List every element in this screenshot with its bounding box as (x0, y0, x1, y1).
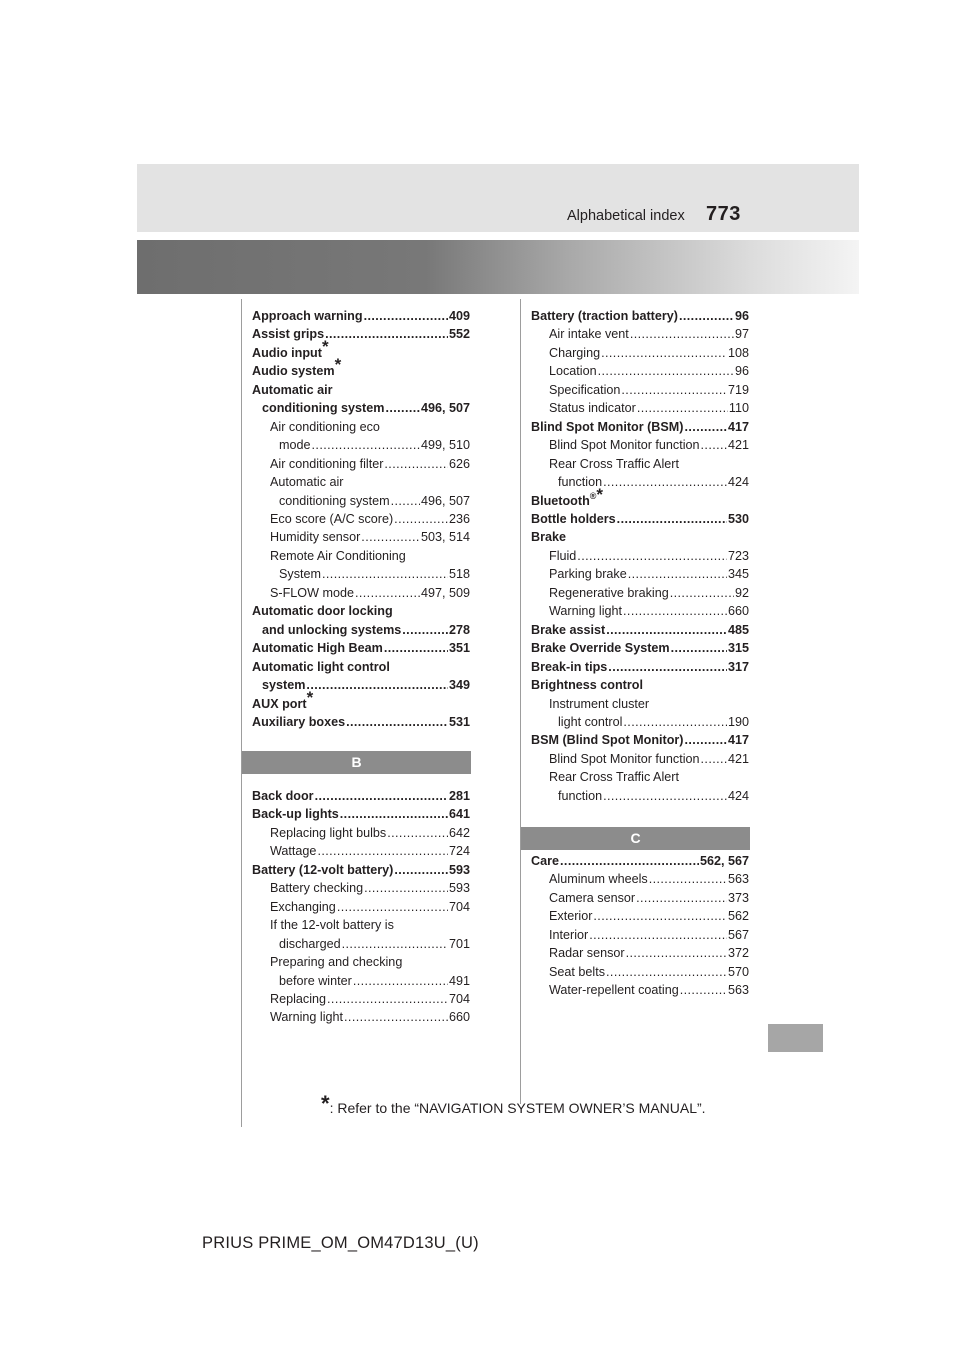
index-entry: Brake assist ..... 485 (531, 621, 749, 639)
index-entry: Bottle holders ..... 530 (531, 510, 749, 528)
index-subentry: Wattage ..... 724 (252, 842, 470, 860)
index-subentry: Aluminum wheels ..... 563 (531, 870, 749, 888)
registered-mark: ® (589, 490, 597, 501)
index-subentry: Humidity sensor ..... 503, 514 (252, 528, 470, 546)
index-entry: Automatic High Beam ..... 351 (252, 639, 470, 657)
index-entry: Battery (12-volt battery) ..... 593 (252, 861, 470, 879)
index-subentry: Warning light ..... 660 (531, 602, 749, 620)
document-id: PRIUS PRIME_OM_OM47D13U_(U) (202, 1234, 479, 1252)
index-subentry: before winter ..... 491 (252, 972, 470, 990)
index-subentry: If the 12-volt battery is (270, 918, 394, 933)
index-subentry: conditioning system ..... 496, 507 (252, 492, 470, 510)
index-subentry: Air conditioning eco (270, 419, 380, 434)
index-subentry: function ..... 424 (531, 473, 749, 491)
index-entry: Auxiliary boxes ..... 531 (252, 713, 470, 731)
index-column-right (531, 307, 749, 805)
index-subentry: Location ..... 96 (531, 362, 749, 380)
index-entry: Back-up lights ..... 641 (252, 805, 470, 823)
index-entry: Audio system* (252, 355, 342, 379)
index-subentry: Seat belts ..... 570 (531, 963, 749, 981)
index-subentry: Exterior ..... 562 (531, 907, 749, 925)
index-subentry: Instrument cluster (549, 696, 650, 711)
index-subentry: Eco score (A/C score) ..... 236 (252, 510, 470, 528)
index-subentry: Automatic air (270, 475, 344, 490)
index-subentry: discharged ..... 701 (252, 935, 470, 953)
index-entry: conditioning system ..... 496, 507 (252, 399, 470, 417)
header-title: Alphabetical index (567, 208, 685, 224)
index-subentry: Warning light ..... 660 (252, 1008, 470, 1026)
middle-column-rule (520, 299, 521, 1104)
index-entry: Automatic light control (252, 659, 390, 674)
index-subentry: Fluid ..... 723 (531, 547, 749, 565)
index-column-right-c (531, 852, 749, 1000)
index-entry: Battery (traction battery) ..... 96 (531, 307, 749, 325)
index-subentry: S-FLOW mode ..... 497, 509 (252, 584, 470, 602)
header-band (137, 164, 859, 232)
index-entry: Brightness control (531, 678, 643, 693)
index-subentry: Remote Air Conditioning (270, 548, 406, 563)
footnote (321, 1091, 706, 1116)
asterisk-mark: * (596, 484, 604, 504)
section-tab-marker (768, 1024, 823, 1052)
index-subentry: Radar sensor ..... 372 (531, 944, 749, 962)
asterisk-mark: * (334, 355, 342, 375)
footnote-text: : Refer to the “NAVIGATION SYSTEM OWNER’S MANUAL”. (329, 1100, 706, 1116)
footnote-asterisk: * (321, 1091, 330, 1116)
index-column-left (252, 307, 470, 731)
index-subentry: Rear Cross Traffic Alert (549, 770, 679, 785)
index-entry: Automatic air (252, 382, 333, 397)
index-entry: Bluetooth®* (531, 484, 604, 508)
asterisk-mark: * (306, 687, 314, 707)
index-subentry: Blind Spot Monitor function ..... 421 (531, 750, 749, 768)
index-subentry: mode ..... 499, 510 (252, 436, 470, 454)
index-subentry: function ..... 424 (531, 787, 749, 805)
index-subentry: Parking brake ..... 345 (531, 565, 749, 583)
index-entry: Back door ..... 281 (252, 787, 470, 805)
index-entry: Assist grips ..... 552 (252, 325, 470, 343)
index-subentry: Air conditioning filter ..... 626 (252, 455, 470, 473)
index-subentry: Camera sensor ..... 373 (531, 889, 749, 907)
page-number: 773 (706, 203, 741, 225)
index-entry: BSM (Blind Spot Monitor) ..... 417 (531, 731, 749, 749)
index-subentry: Specification ..... 719 (531, 381, 749, 399)
index-subentry: Water-repellent coating ..... 563 (531, 981, 749, 999)
index-subentry: Preparing and checking (270, 955, 403, 970)
index-entry: Blind Spot Monitor (BSM) ..... 417 (531, 418, 749, 436)
index-subentry: System ..... 518 (252, 565, 470, 583)
gradient-bar (137, 240, 859, 294)
index-entry: Break-in tips ..... 317 (531, 658, 749, 676)
index-subentry: Interior ..... 567 (531, 926, 749, 944)
section-letter-c: C (521, 827, 750, 850)
index-subentry: light control ..... 190 (531, 713, 749, 731)
index-entry: Automatic door locking (252, 604, 393, 619)
index-column-left-b (252, 787, 470, 1027)
index-subentry: Replacing ..... 704 (252, 990, 470, 1008)
index-subentry: Exchanging ..... 704 (252, 898, 470, 916)
index-entry: Approach warning ..... 409 (252, 307, 470, 325)
index-subentry: Regenerative braking ..... 92 (531, 584, 749, 602)
index-subentry: Status indicator ..... 110 (531, 399, 749, 417)
index-subentry: Replacing light bulbs ..... 642 (252, 824, 470, 842)
index-entry: AUX port* (252, 687, 314, 711)
index-entry: Brake Override System ..... 315 (531, 639, 749, 657)
section-letter-b: B (242, 751, 471, 774)
index-entry: system ..... 349 (252, 676, 470, 694)
index-entry: Care ..... 562, 567 (531, 852, 749, 870)
index-entry: and unlocking systems ..... 278 (252, 621, 470, 639)
left-column-rule (241, 299, 242, 1127)
index-entry: Brake (531, 530, 567, 545)
index-subentry: Battery checking ..... 593 (252, 879, 470, 897)
index-subentry: Air intake vent ..... 97 (531, 325, 749, 343)
asterisk-mark: * (321, 336, 329, 356)
index-subentry: Blind Spot Monitor function ..... 421 (531, 436, 749, 454)
index-subentry: Rear Cross Traffic Alert (549, 456, 679, 471)
index-subentry: Charging ..... 108 (531, 344, 749, 362)
index-entry: Audio input* (252, 336, 329, 360)
